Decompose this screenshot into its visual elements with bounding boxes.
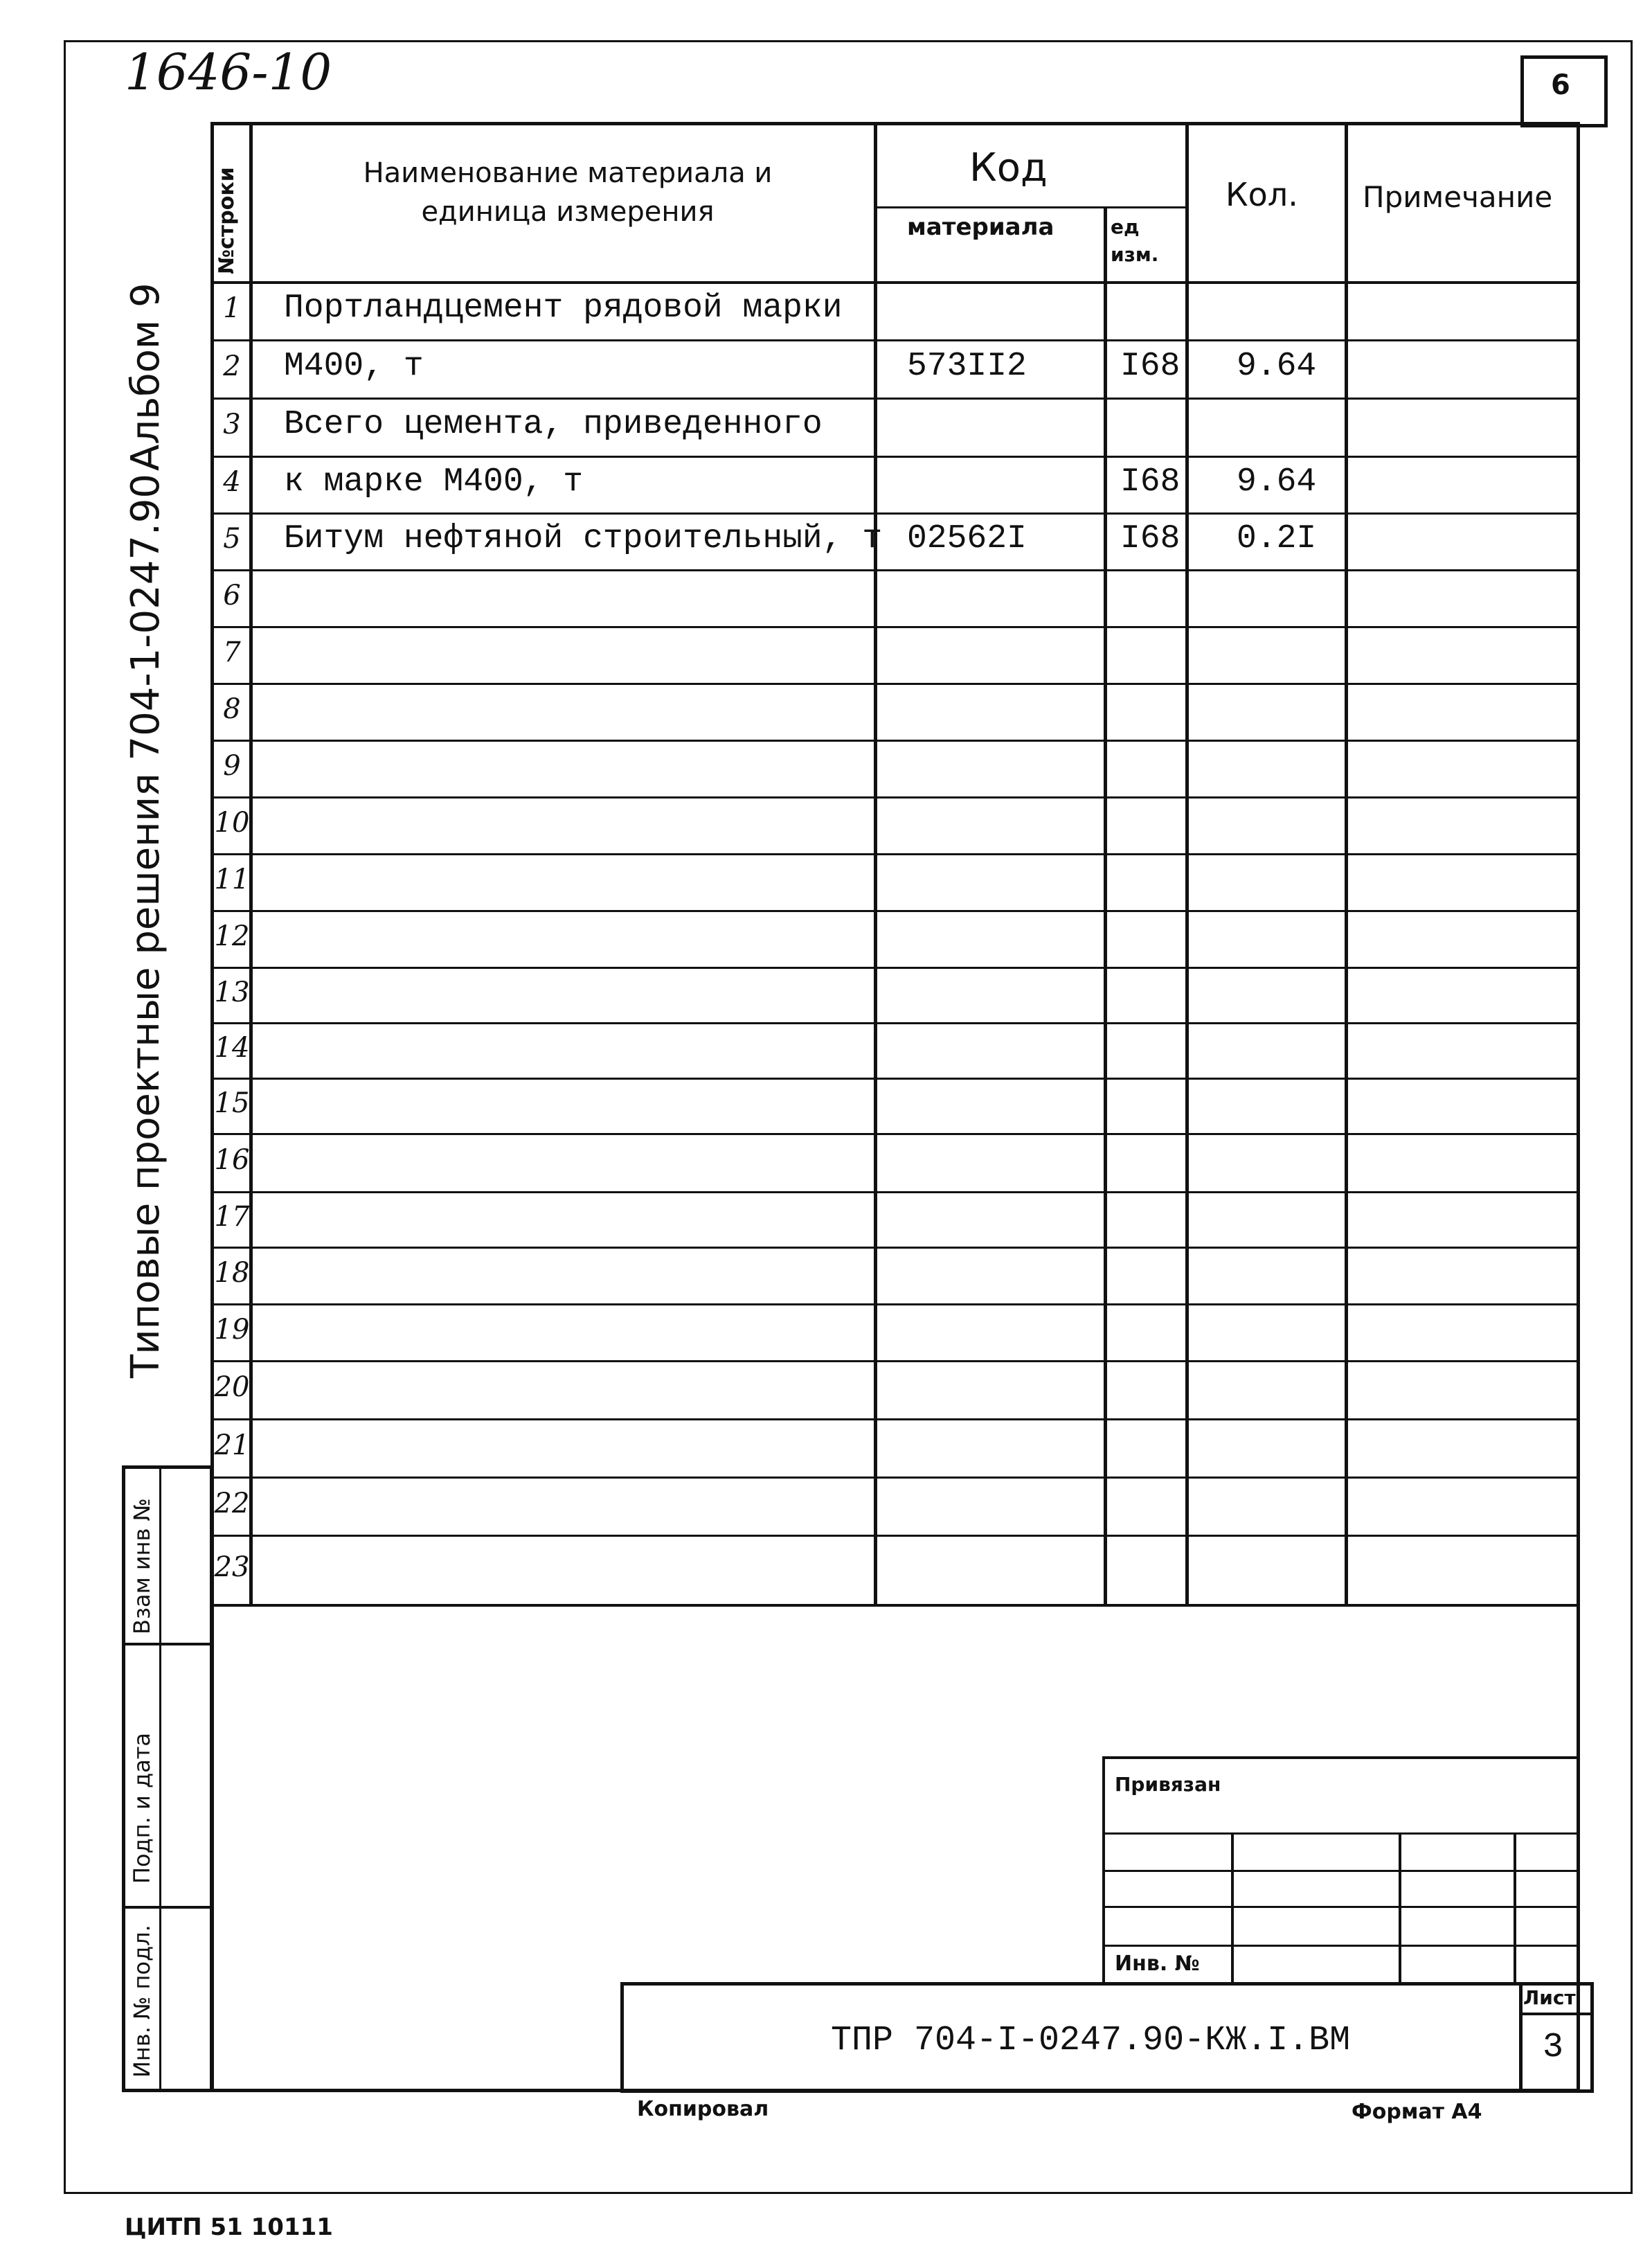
podp-data-label: Подп. и дата [129,1733,155,1884]
vzam-inv-label: Взам инв № [129,1498,155,1634]
material-name: Портландцемент рядовой марки [284,289,843,327]
copied-label: Копировал [637,2097,769,2121]
row-number: 1 [223,292,241,324]
row-number: 21 [214,1429,250,1461]
format-label: Формат А4 [1352,2100,1482,2124]
material-name: к марке М400, т [284,463,584,501]
row-number: 5 [223,523,241,555]
album-label: Альбом 9 [123,283,168,471]
row-number: 11 [214,864,250,895]
row-number: 13 [214,976,250,1008]
header-note: Примечание [1363,180,1553,214]
row-number: 18 [214,1257,250,1289]
corner-sheet-number: 6 [1551,69,1570,101]
unit-code: I68 [1120,463,1180,501]
row-number: 12 [214,920,250,952]
quantity: 9.64 [1237,348,1317,385]
series-title: Типовые проектные решения 704-1-0247.90 [123,473,168,1378]
header-qty: Кол. [1225,176,1298,213]
header-code-unit: ед изм. [1111,215,1159,266]
row-number: 10 [214,807,250,839]
row-number: 17 [214,1201,250,1233]
row-number: 3 [223,409,241,440]
row-number: 20 [214,1371,250,1403]
handwritten-number: 1646-10 [125,43,332,101]
row-number: 4 [223,466,241,498]
row-number: 2 [223,350,241,382]
row-number: 22 [214,1488,250,1519]
bottom-stamp: ЦИТП 51 10111 [125,2213,333,2241]
sheet-number: 3 [1543,2028,1564,2067]
row-number: 19 [214,1314,250,1346]
row-number: 15 [214,1087,250,1119]
binding-label: Привязан [1115,1773,1221,1796]
document-code: ТПР 704-I-0247.90-КЖ.I.ВМ [831,2021,1351,2060]
binding-inv-label: Инв. № [1115,1952,1200,1976]
material-name: Битум нефтяной строительный, т [284,520,883,557]
material-code: 573II2 [907,348,1027,385]
row-number: 9 [223,750,241,782]
row-number: 14 [214,1032,250,1064]
quantity: 0.2I [1237,520,1317,557]
material-name: Всего цемента, приведенного [284,406,823,443]
header-name: Наименование материала и единица измерения [363,157,773,228]
quantity: 9.64 [1237,463,1317,501]
header-code-material: материала [907,213,1054,241]
row-number: 8 [223,693,241,725]
unit-code: I68 [1120,348,1180,385]
row-number: 23 [214,1551,250,1583]
sheet-label: Лист [1523,1986,1576,2009]
header-row-no: №строки [215,167,239,274]
row-number: 7 [223,636,241,668]
inv-podl-label: Инв. № подл. [129,1925,155,2078]
material-name: М400, т [284,348,424,385]
row-number: 16 [214,1144,250,1176]
row-number: 6 [223,580,241,612]
unit-code: I68 [1120,520,1180,557]
header-code: Код [969,145,1048,190]
material-code: 02562I [907,520,1027,557]
